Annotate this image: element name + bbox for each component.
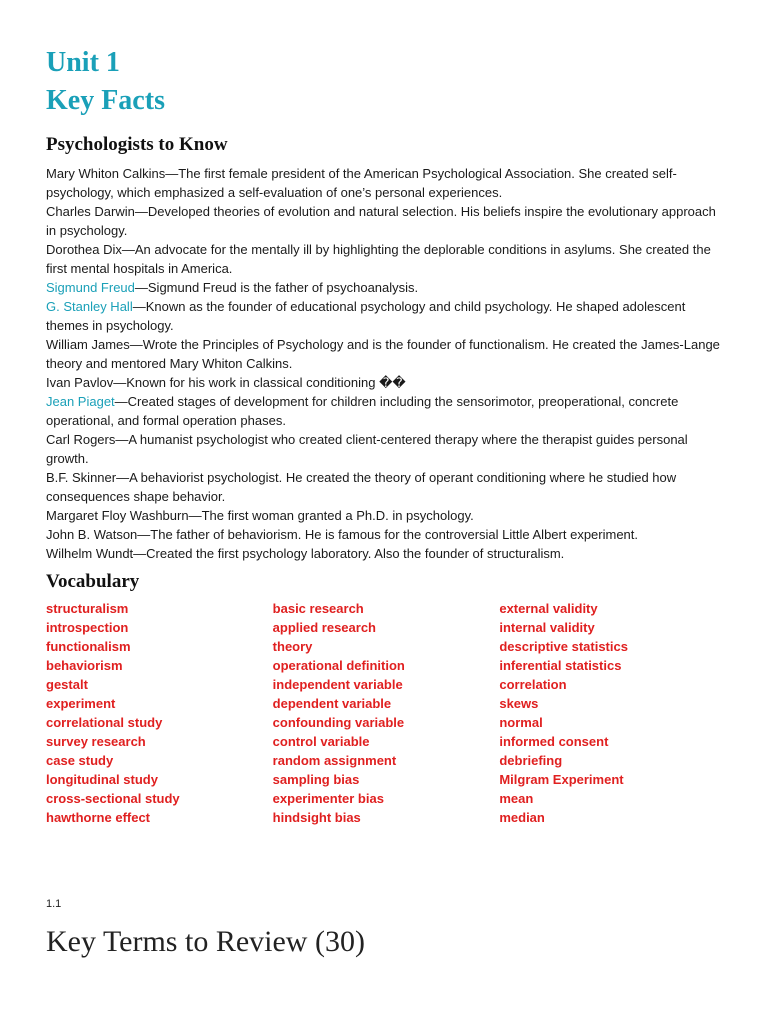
vocabulary-term[interactable]: behaviorism bbox=[46, 658, 123, 673]
psychologist-link[interactable]: Sigmund Freud bbox=[46, 280, 135, 295]
psychologists-list bbox=[46, 164, 726, 563]
vocabulary-term[interactable]: random assignment bbox=[272, 753, 397, 768]
psychologist-description: —Sigmund Freud is the father of psychoanalysis. bbox=[134, 280, 419, 295]
vocabulary-term[interactable]: external validity bbox=[499, 601, 598, 616]
psychologist-description: Dorothea Dix—An advocate for the mentally ill by highlighting the deplorable conditions in asylums. She created the first mental hospitals in America. bbox=[46, 242, 711, 276]
page-content bbox=[46, 44, 726, 827]
vocabulary-term[interactable]: introspection bbox=[46, 620, 129, 635]
vocabulary-term[interactable]: gestalt bbox=[46, 677, 88, 692]
vocabulary-term[interactable]: theory bbox=[272, 639, 313, 654]
psychologist-description: Margaret Floy Washburn—The first woman granted a Ph.D. in psychology. bbox=[46, 508, 474, 523]
vocabulary-term[interactable]: basic research bbox=[272, 601, 364, 616]
psychologist-entry bbox=[46, 525, 726, 544]
psychologist-entry bbox=[46, 278, 726, 297]
psychologist-link[interactable]: G. Stanley Hall bbox=[46, 299, 133, 314]
section-number: 1.1 bbox=[46, 898, 62, 910]
vocabulary-term[interactable]: skews bbox=[499, 696, 539, 711]
vocabulary-term[interactable]: applied research bbox=[272, 620, 376, 635]
psychologist-description: John B. Watson—The father of behaviorism. He is famous for the controversial Little Albert experiment. bbox=[46, 527, 639, 542]
vocabulary-term[interactable]: median bbox=[499, 810, 545, 825]
psychologist-entry bbox=[46, 335, 726, 373]
psychologist-entry bbox=[46, 392, 726, 430]
psychologist-description: Carl Rogers—A humanist psychologist who created client-centered therapy where the therapist guides personal growth. bbox=[46, 432, 688, 466]
psychologist-description: Ivan Pavlov—Known for his work in classical conditioning �� bbox=[46, 375, 406, 390]
key-terms-heading: Key Terms to Review (30) bbox=[46, 925, 365, 958]
vocabulary-term[interactable]: mean bbox=[499, 791, 534, 806]
vocabulary-term[interactable]: inferential statistics bbox=[499, 658, 622, 673]
vocabulary-term[interactable]: operational definition bbox=[272, 658, 405, 673]
vocabulary-term[interactable]: case study bbox=[46, 753, 114, 768]
psychologists-heading: Psychologists to Know bbox=[46, 134, 228, 155]
psychologist-description: Charles Darwin—Developed theories of evolution and natural selection. His beliefs inspire the evolutionary approach in psychology. bbox=[46, 204, 716, 238]
psychologist-entry bbox=[46, 430, 726, 468]
vocabulary-term[interactable]: structuralism bbox=[46, 601, 129, 616]
vocabulary-term[interactable]: longitudinal study bbox=[46, 772, 158, 787]
vocabulary-term[interactable]: dependent variable bbox=[272, 696, 392, 711]
psychologist-entry bbox=[46, 468, 726, 506]
page-title: Key Facts bbox=[46, 85, 165, 116]
vocabulary-term[interactable]: cross-sectional study bbox=[46, 791, 180, 806]
vocabulary-term[interactable]: internal validity bbox=[499, 620, 595, 635]
vocabulary-heading: Vocabulary bbox=[46, 571, 140, 592]
vocabulary-term[interactable]: survey research bbox=[46, 734, 146, 749]
vocabulary-term[interactable]: hindsight bias bbox=[272, 810, 361, 825]
psychologist-description: —Known as the founder of educational psychology and child psychology. He shaped adolescent themes in psychology. bbox=[46, 299, 686, 333]
vocabulary-term[interactable]: control variable bbox=[272, 734, 370, 749]
vocabulary-term[interactable]: descriptive statistics bbox=[499, 639, 628, 654]
psychologist-description: B.F. Skinner—A behaviorist psychologist. He created the theory of operant conditioning where he studied how consequences shape behavior. bbox=[46, 470, 677, 504]
vocabulary-term[interactable]: experimenter bias bbox=[272, 791, 384, 806]
vocabulary-term[interactable]: normal bbox=[499, 715, 543, 730]
vocabulary-term[interactable]: independent variable bbox=[272, 677, 403, 692]
psychologist-description: Mary Whiton Calkins—The first female president of the American Psychological Association. She created self-psychology, which emphasized a self-evaluation of one’s personal experiences. bbox=[46, 166, 677, 200]
psychologist-entry bbox=[46, 506, 726, 525]
vocabulary-term[interactable]: sampling bias bbox=[272, 772, 360, 787]
vocabulary-term[interactable]: correlation bbox=[499, 677, 567, 692]
vocabulary-term[interactable]: experiment bbox=[46, 696, 116, 711]
psychologist-entry bbox=[46, 297, 726, 335]
vocabulary-column bbox=[273, 599, 500, 827]
psychologist-entry bbox=[46, 240, 726, 278]
psychologist-entry bbox=[46, 544, 726, 563]
vocabulary-column bbox=[46, 599, 273, 827]
vocabulary-term[interactable]: hawthorne effect bbox=[46, 810, 151, 825]
psychologist-description: William James—Wrote the Principles of Psychology and is the founder of functionalism. He created the James-Lange theory and mentored Mary Whiton Calkins. bbox=[46, 337, 720, 371]
psychologist-description: —Created stages of development for children including the sensorimotor, preoperational, concrete operational, and formal operation phases. bbox=[46, 394, 679, 428]
unit-title: Unit 1 bbox=[46, 47, 120, 78]
vocabulary-term[interactable]: correlational study bbox=[46, 715, 163, 730]
psychologist-entry bbox=[46, 202, 726, 240]
psychologist-description: Wilhelm Wundt—Created the first psychology laboratory. Also the founder of structuralism. bbox=[46, 546, 565, 561]
vocabulary-term[interactable]: functionalism bbox=[46, 639, 131, 654]
psychologist-entry bbox=[46, 373, 726, 392]
vocabulary-term[interactable]: debriefing bbox=[499, 753, 563, 768]
vocabulary-term[interactable]: informed consent bbox=[499, 734, 609, 749]
vocabulary-term[interactable]: Milgram Experiment bbox=[499, 772, 624, 787]
vocabulary-grid bbox=[46, 599, 726, 827]
vocabulary-term[interactable]: confounding variable bbox=[272, 715, 405, 730]
vocabulary-column bbox=[499, 599, 726, 827]
psychologist-entry bbox=[46, 164, 726, 202]
psychologist-link[interactable]: Jean Piaget bbox=[46, 394, 115, 409]
